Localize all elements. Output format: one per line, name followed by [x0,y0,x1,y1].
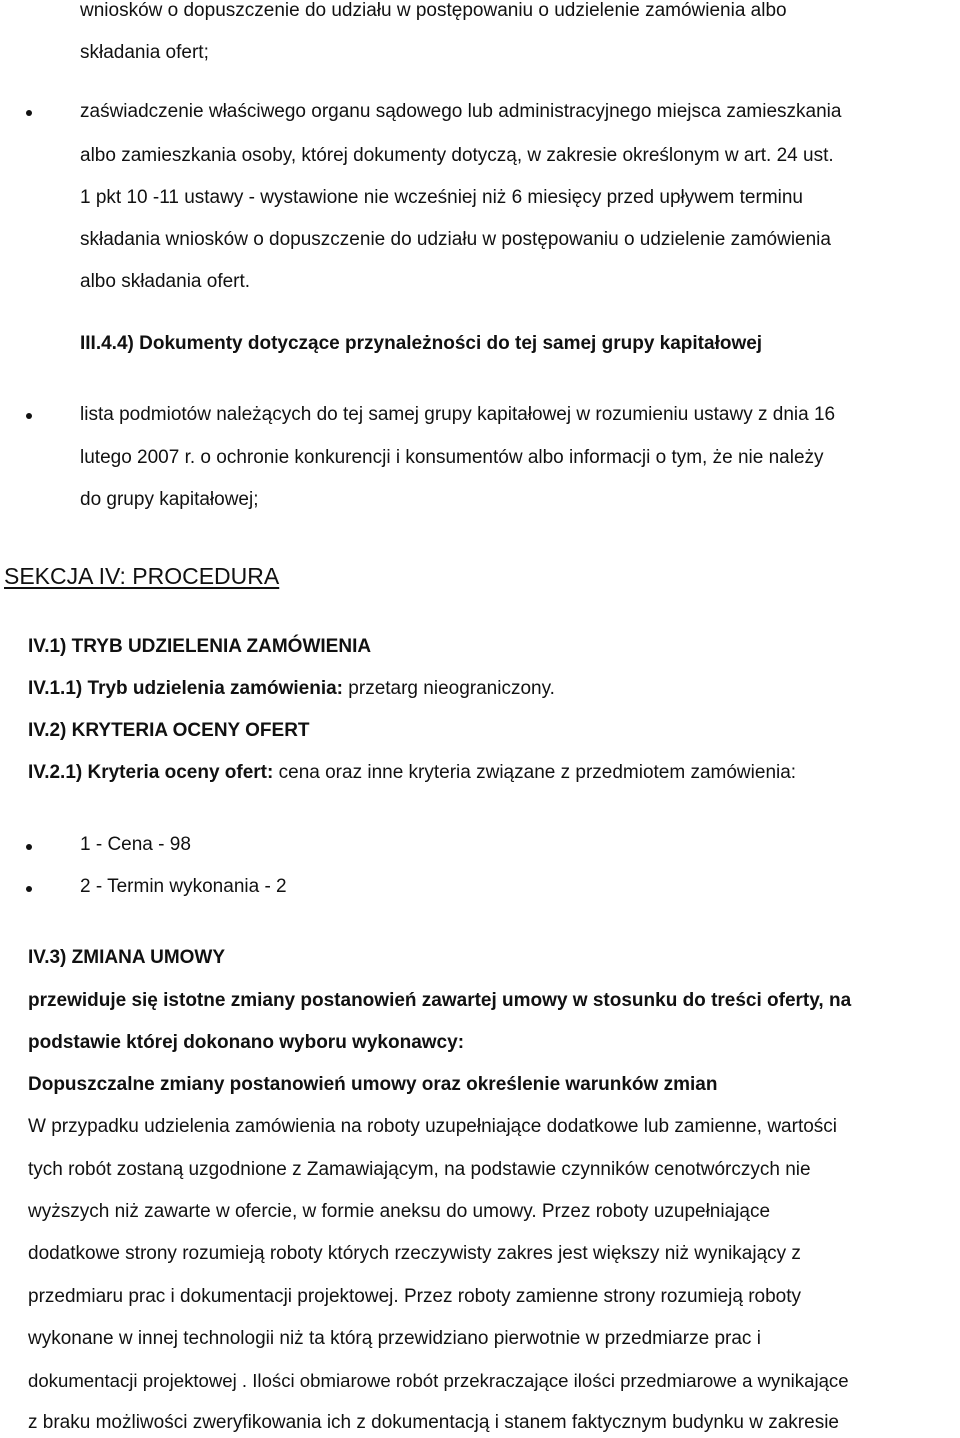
field-row [28,678,555,700]
section-title: SEKCJA IV: PROCEDURA [4,563,280,589]
list-item: 1 - Cena - 98 [80,834,191,855]
text-line: albo składania ofert. [80,271,251,292]
text-line: lista podmiotów należących do tej samej grupy kapitałowej w rozumieniu ustawy z dnia 16 [80,404,836,425]
text-line: zaświadczenie właściwego organu sądowego lub administracyjnego miejsca zamieszkania [80,101,842,122]
field-row [28,762,796,784]
section-heading: III.4.4) Dokumenty dotyczące przynależności do tej samej grupy kapitałowej [80,333,763,354]
subsection-heading: IV.2) KRYTERIA OCENY OFERT [28,720,310,741]
text-line: dodatkowe strony rozumieją roboty których rzeczywisty zakres jest większy niż wynikający z [28,1243,801,1264]
bold-text-line: Dopuszczalne zmiany postanowień umowy oraz określenie warunków zmian [28,1074,718,1095]
text-line: wniosków o dopuszczenie do udziału w postępowaniu o udzielenie zamówienia albo [80,0,787,21]
text-line: przedmiaru prac i dokumentacji projektowej. Przez roboty zamienne strony rozumieją roboty [28,1286,802,1307]
bullet-icon [26,886,32,892]
text-line: do grupy kapitałowej; [80,489,259,510]
text-line: W przypadku udzielenia zamówienia na roboty uzupełniające dodatkowe lub zamienne, wartości [28,1116,838,1137]
text-line: lutego 2007 r. o ochronie konkurencji i konsumentów albo informacji o tym, że nie należy [80,447,824,468]
list-item: 2 - Termin wykonania - 2 [80,876,287,897]
text-line: składania ofert; [80,42,209,63]
subsection-heading: IV.3) ZMIANA UMOWY [28,947,226,968]
text-line: z braku możliwości zweryfikowania ich z dokumentacją i stanem faktycznym budynku w zakresie [28,1412,839,1433]
bullet-icon [26,110,32,116]
bold-text-line: przewiduje się istotne zmiany postanowień zawartej umowy w stosunku do treści oferty, na [28,990,852,1011]
field-value: przetarg nieograniczony. [348,678,555,699]
subsection-heading: IV.1) TRYB UDZIELENIA ZAMÓWIENIA [28,636,372,657]
text-line: wyższych niż zawarte w ofercie, w formie aneksu do umowy. Przez roboty uzupełniające [28,1201,771,1222]
bullet-icon [26,844,32,850]
field-value: cena oraz inne kryteria związane z przedmiotem zamówienia: [278,762,797,783]
bullet-icon [26,413,32,419]
bold-text-line: podstawie której dokonano wyboru wykonawcy: [28,1032,465,1053]
text-line: wykonane w innej technologii niż ta którą przewidziano pierwotnie w przedmiarze prac i [28,1328,761,1349]
text-line: albo zamieszkania osoby, której dokumenty dotyczą, w zakresie określonym w art. 24 ust. [80,145,834,166]
text-line: składania wniosków o dopuszczenie do udziału w postępowaniu o udzielenie zamówienia [80,229,831,250]
text-line: dokumentacji projektowej . Ilości obmiarowe robót przekraczające ilości przedmiarowe a wynikające [28,1370,849,1391]
text-line: tych robót zostaną uzgodnione z Zamawiającym, na podstawie czynników cenotwórczych nie [28,1159,811,1180]
field-label: IV.1.1) Tryb udzielenia zamówienia: [28,678,344,699]
field-label: IV.2.1) Kryteria oceny ofert: [28,762,274,783]
text-line: 1 pkt 10 -11 ustawy - wystawione nie wcześniej niż 6 miesięcy przed upływem terminu [80,187,804,208]
